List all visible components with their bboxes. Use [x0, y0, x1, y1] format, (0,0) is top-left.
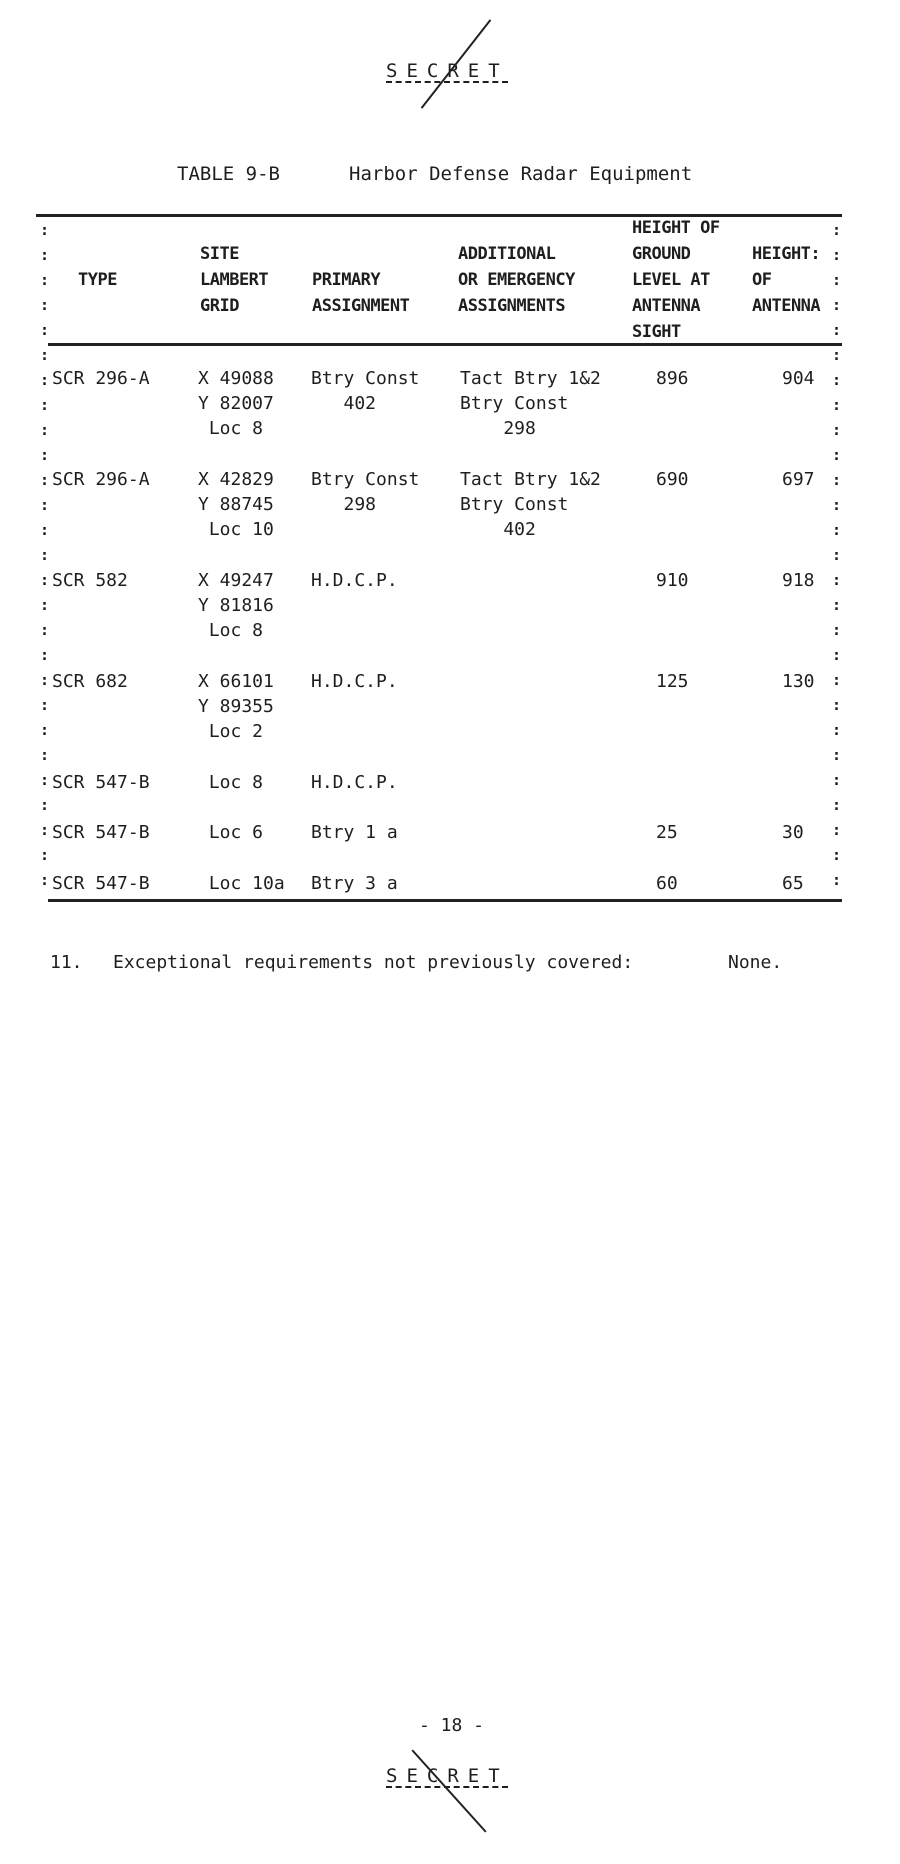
table-cell-site: Loc 10a [198, 873, 285, 894]
table-cell-primary: H.D.C.P. [311, 570, 398, 591]
table-cell-type: SCR 296-A [52, 469, 150, 490]
table-cell-primary: Btry 3 a [311, 873, 398, 894]
table-cell-type: SCR 547-B [52, 772, 150, 793]
table-cell-ground: 125 [656, 671, 689, 692]
table-cell-site: X 42829 Y 88745 Loc 10 [198, 469, 274, 540]
table-top-rule [36, 214, 842, 217]
table-cell-site: X 66101 Y 89355 Loc 2 [198, 671, 274, 742]
table-cell-site: Loc 8 [198, 772, 264, 793]
column-header-type: TYPE [78, 270, 117, 290]
header-bottom-rule [48, 343, 842, 346]
table-cell-ground: 910 [656, 570, 689, 591]
note-number: 11. [50, 952, 83, 973]
page-number: - 18 - [419, 1715, 485, 1736]
table-cell-antenna: 30 [782, 822, 804, 843]
table-cell-antenna: 918 [782, 570, 815, 591]
table-cell-site: Loc 6 [198, 822, 264, 843]
table-cell-primary: Btry 1 a [311, 822, 398, 843]
column-header-additional: ADDITIONAL OR EMERGENCY ASSIGNMENTS [458, 244, 575, 316]
table-cell-primary: Btry Const 402 [311, 368, 420, 414]
table-cell-primary: H.D.C.P. [311, 671, 398, 692]
table-bottom-rule [48, 899, 842, 902]
table-cell-primary: Btry Const 298 [311, 469, 420, 515]
column-header-site: SITE LAMBERT GRID [200, 244, 269, 316]
note-text: Exceptional requirements not previously covered: [113, 952, 634, 973]
classification-top: SECRET [386, 60, 509, 82]
column-header-antenna: HEIGHT: OF ANTENNA [752, 244, 821, 316]
table-cell-site: X 49088 Y 82007 Loc 8 [198, 368, 274, 439]
table-cell-ground: 60 [656, 873, 678, 894]
table-cell-type: SCR 682 [52, 671, 128, 692]
table-cell-antenna: 130 [782, 671, 815, 692]
classification-bottom: SECRET [386, 1765, 509, 1787]
right-border-colons: : : : : : : : : : : : : : : : : : : : : : : : : : : : [832, 221, 842, 889]
column-header-primary: PRIMARY ASSIGNMENT [312, 270, 410, 316]
table-cell-antenna: 65 [782, 873, 804, 894]
table-cell-type: SCR 547-B [52, 873, 150, 894]
table-cell-additional: Tact Btry 1&2 Btry Const 298 [460, 368, 601, 439]
table-cell-additional: Tact Btry 1&2 Btry Const 402 [460, 469, 601, 540]
column-header-ground: HEIGHT OF GROUND LEVEL AT ANTENNA SIGHT [632, 218, 720, 342]
table-cell-ground: 690 [656, 469, 689, 490]
table-cell-antenna: 904 [782, 368, 815, 389]
table-number: TABLE 9-B [177, 163, 280, 185]
note-answer: None. [728, 952, 783, 973]
table-cell-ground: 896 [656, 368, 689, 389]
strikethrough-mark-bottom [411, 1749, 486, 1832]
table-cell-ground: 25 [656, 822, 678, 843]
table-cell-type: SCR 547-B [52, 822, 150, 843]
table-title: Harbor Defense Radar Equipment [349, 163, 693, 185]
table-cell-type: SCR 582 [52, 570, 128, 591]
table-cell-primary: H.D.C.P. [311, 772, 398, 793]
table-cell-antenna: 697 [782, 469, 815, 490]
table-cell-site: X 49247 Y 81816 Loc 8 [198, 570, 274, 641]
table-cell-type: SCR 296-A [52, 368, 150, 389]
left-border-colons: : : : : : : : : : : : : : : : : : : : : : : : : : : : [40, 221, 50, 889]
